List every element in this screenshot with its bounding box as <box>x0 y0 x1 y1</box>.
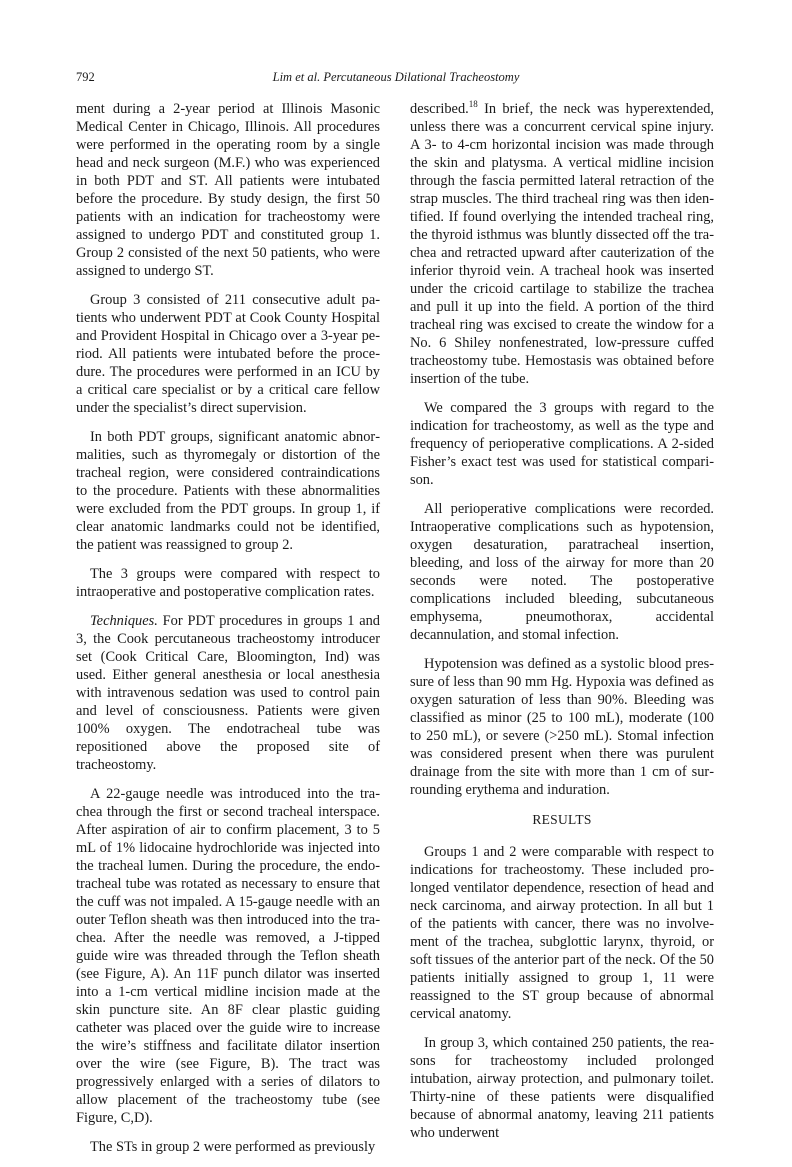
paragraph: The 3 groups were compared with respect to intraoperative and postoperative complication rates. <box>76 566 380 600</box>
reference-marker: 18 <box>468 99 478 110</box>
left-column <box>76 100 380 1167</box>
paragraph <box>410 100 714 388</box>
paragraph: In group 3, which contained 250 patients, the reasons for tracheostomy included prolonged intubation, airway protection, and pulmonary toilet. Thirty-nine of these patients were disqualified because of abnormal anatomy, leaving 211 patients who underwent <box>410 1035 714 1141</box>
paragraph: In both PDT groups, significant anatomic abnormalities, such as thyromegaly or distortion of the tracheal region, were considered contraindications to the procedure. Patients with these abnormalities were excluded from the PDT groups. In group 1, if clear anatomic landmarks could not be identified, the patient was reassigned to group 2. <box>76 429 380 553</box>
running-title: Lim et al. Percutaneous Dilational Tracheostomy <box>272 70 520 84</box>
paragraph: Groups 1 and 2 were comparable with respect to indications for tracheostomy. These included prolonged ventilator dependence, resection of head and neck carcinoma, and airway protection. In all but 1 of the patients with cancer, there was no involvement of the trachea, subglottic larynx, thyroid, or soft tissues of the anterior part of the neck. Of the 50 patients initially assigned to group 1, 11 were reassigned to the ST group because of abnormal cervical anatomy. <box>410 844 714 1022</box>
paragraph: The STs in group 2 were performed as previously <box>90 1139 376 1155</box>
paragraph: A 22-gauge needle was introduced into the trachea through the first or second tracheal interspace. After aspiration of air to confirm placement, 3 to 5 mL of 1% lidocaine hydrochloride was injected into the tracheal lumen. During the procedure, the endotracheal tube was rotated as necessary to ensure that the cuff was not impaled. A 15-gauge needle with an outer Teflon sheath was then introduced into the trachea. After the needle was removed, a J-tipped guide wire was threaded through the Teflon sheath (see Figure, A). An 11F punch dilator was inserted into a 1-cm vertical midline incision made at the skin puncture site. An 8F clear plastic guiding catheter was placed over the guide wire to increase the wire’s stiffness and facilitate dilator insertion over the wire (see Figure, B). The tract was progressively enlarged with a series of dilators to allow placement of the tracheostomy tube (see Figure, C,D). <box>76 786 380 1126</box>
section-heading: RESULTS <box>532 812 592 827</box>
paragraph-text: described. <box>410 101 469 117</box>
paragraph: ment during a 2-year period at Illinois Masonic Medical Center in Chicago, Illinois. All procedures were performed in the operating room by a single head and neck surgeon (M.F.) who was experienced in both PDT and ST. All patients were intubated before the procedure. By study design, the first 50 patients with an indication for tracheostomy were assigned to undergo PDT and constituted group 1. Group 2 consisted of the next 50 patients, who were assigned to undergo ST. <box>76 101 380 279</box>
page-number: 792 <box>76 70 95 84</box>
paragraph-text: For PDT procedures in groups 1 and 3, the Cook percutaneous tracheostomy introducer set (Cook Critical Care, Bloomington, Ind) was used. Either general anesthesia or local anesthesia with intravenous sedation was used to control pain and level of consciousness. Patients were given 100% oxygen. The endotracheal tube was repositioned above the proposed site of tracheostomy. <box>76 613 380 773</box>
paragraph <box>76 612 380 774</box>
paragraph: We compared the 3 groups with regard to the indication for tracheostomy, as well as the type and frequency of perioperative complications. A 2-sided Fisher’s exact test was used for statistical comparison. <box>410 400 714 488</box>
running-header <box>76 70 716 90</box>
paragraph-text: In brief, the neck was hyperextended, unless there was a concurrent cervical spine injury. A 3- to 4-cm horizontal incision was made through the skin and platysma. A vertical midline incision through the fascia permitted lateral retraction of the strap muscles. The third tracheal ring was then identified. If found overlying the intended tracheal ring, the thyroid isthmus was bluntly dissected off the trachea and retracted upward after cauterization of the inferior thyroid vein. A tracheal hook was inserted under the cricoid cartilage to stabilize the trachea and pull it up into the field. A portion of the third tracheal ring was excised to create the window for a No. 6 Shiley nonfenestrated, low-pressure cuffed tracheostomy tube. Hemostasis was obtained before insertion of the tube. <box>410 101 714 387</box>
paragraph: Hypotension was defined as a systolic blood pressure of less than 90 mm Hg. Hypoxia was defined as oxygen saturation of less than 90%. Bleeding was classified as minor (25 to 100 mL), moderate (100 to 250 mL), or severe (>250 mL). Stomal infection was considered present when there was purulent drainage from the site with more than 1 cm of surrounding erythema and induration. <box>410 656 714 798</box>
paragraph-lead-in: Techniques. <box>90 613 158 629</box>
paragraph: All perioperative complications were recorded. Intraoperative complications such as hypotension, oxygen desaturation, paratracheal insertion, bleeding, and loss of the airway for more than 20 seconds were noted. The postoperative complications included bleeding, subcutaneous emphysema, pneumothorax, accidental decannulation, and stomal infection. <box>410 501 714 643</box>
paragraph: Group 3 consisted of 211 consecutive adult patients who underwent PDT at Cook County Hospital and Provident Hospital in Chicago over a 3-year period. All patients were intubated before the procedure. The procedures were performed in an ICU by a critical care specialist or by a critical care fellow under the specialist’s direct supervision. <box>76 292 380 416</box>
right-column <box>410 100 714 1153</box>
